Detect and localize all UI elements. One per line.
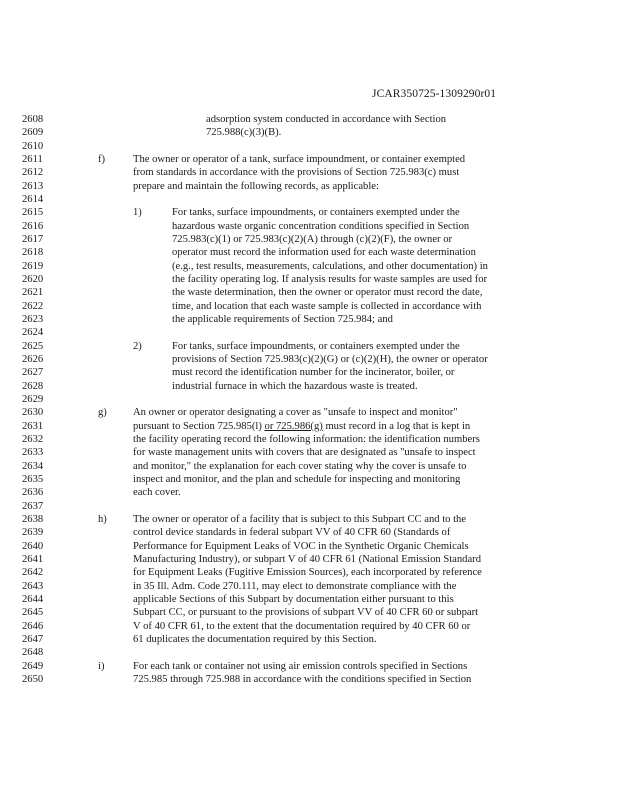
document-line xyxy=(0,141,620,154)
line-text-segment: provisions of Section 725.983(c)(2)(G) or (c)(2)(H), the owner or operator xyxy=(172,353,488,365)
line-text xyxy=(172,261,488,274)
line-text xyxy=(172,234,452,247)
line-text-segment: time, and location that each waste sample is collected in accordance with xyxy=(172,300,482,312)
line-number: 2615 xyxy=(22,207,44,219)
line-text-segment: operator must record the information used for each waste determination xyxy=(172,247,476,259)
line-number: 2621 xyxy=(22,287,44,299)
line-number: 2618 xyxy=(22,247,44,259)
line-number: 2644 xyxy=(22,593,44,605)
line-text xyxy=(172,287,482,300)
document-line xyxy=(0,474,620,487)
line-text xyxy=(206,127,281,140)
paragraph-marker: h) xyxy=(98,513,107,525)
line-number: 2630 xyxy=(22,407,44,419)
document-line xyxy=(0,314,620,327)
line-text-segment: The owner or operator of a tank, surface impoundment, or container exempted xyxy=(133,154,466,165)
line-text xyxy=(133,661,467,674)
line-text-segment: For each tank or container not using air emission controls specified in Sections xyxy=(133,660,468,672)
line-text xyxy=(133,474,460,487)
line-text xyxy=(133,461,466,474)
line-number: 2608 xyxy=(22,114,44,125)
line-text-segment: must record the identification number for the incinerator, boiler, or xyxy=(172,367,455,379)
line-number: 2635 xyxy=(22,473,44,485)
document-line xyxy=(0,567,620,580)
line-text xyxy=(133,607,478,620)
document-line xyxy=(0,447,620,460)
line-text-segment: applicable Sections of this Subpart by documentation either pursuant to this xyxy=(133,593,454,605)
line-number: 2641 xyxy=(22,553,44,565)
document-line xyxy=(0,421,620,434)
line-text xyxy=(172,314,393,327)
line-text xyxy=(133,527,450,540)
line-number: 2627 xyxy=(22,367,44,379)
line-text xyxy=(133,434,480,447)
document-line xyxy=(0,461,620,474)
document-identifier: JCAR350725-1309290r01 xyxy=(372,88,497,100)
line-text xyxy=(172,381,418,394)
document-line xyxy=(0,407,620,420)
document-line xyxy=(0,634,620,647)
line-number: 2624 xyxy=(22,327,44,339)
line-text xyxy=(133,421,470,434)
line-text xyxy=(172,274,487,287)
line-number: 2631 xyxy=(22,420,44,432)
line-text xyxy=(133,554,481,567)
line-number: 2622 xyxy=(22,300,44,312)
document-line xyxy=(0,261,620,274)
line-text-segment: (e.g., test results, measurements, calculations, and other documentation) in xyxy=(172,260,488,272)
line-number: 2642 xyxy=(22,567,44,579)
line-number: 2649 xyxy=(22,660,44,672)
line-number: 2609 xyxy=(22,127,44,139)
line-text xyxy=(172,341,460,354)
line-number: 2647 xyxy=(22,633,44,645)
line-number: 2623 xyxy=(22,313,44,325)
line-text-segment: For tanks, surface impoundments, or containers exempted under the xyxy=(172,207,460,219)
line-number: 2636 xyxy=(22,487,44,499)
line-text xyxy=(172,221,469,234)
line-text xyxy=(172,207,460,220)
line-number: 2646 xyxy=(22,620,44,632)
line-text-segment: pursuant to Section 725.985(l) xyxy=(133,420,265,432)
line-text-segment: must record in a log that is kept in xyxy=(322,420,471,432)
document-line xyxy=(0,607,620,620)
document-line xyxy=(0,394,620,407)
scan-specks: · · xyxy=(54,12,60,18)
line-text xyxy=(133,447,476,460)
document-line xyxy=(0,501,620,514)
document-line xyxy=(0,541,620,554)
document-line xyxy=(0,354,620,367)
line-text-segment: 61 duplicates the documentation required by this Section. xyxy=(133,633,377,645)
line-text xyxy=(133,594,454,607)
line-text-segment: prepare and maintain the following records, as applicable: xyxy=(133,180,379,192)
line-number: 2628 xyxy=(22,380,44,392)
document-line xyxy=(0,487,620,500)
line-number: 2634 xyxy=(22,460,44,472)
document-line xyxy=(0,594,620,607)
document-line xyxy=(0,221,620,234)
line-text xyxy=(133,567,482,580)
document-line xyxy=(0,287,620,300)
document-line xyxy=(0,234,620,247)
line-text-segment: 725.983(c)(1) or 725.983(c)(2)(A) through (c)(2)(F), the owner or xyxy=(172,234,453,245)
document-line xyxy=(0,381,620,394)
document-line xyxy=(0,661,620,674)
line-text-segment: Manufacturing Industry), or subpart V of 40 CFR 61 (National Emission Standard xyxy=(133,553,481,565)
line-text xyxy=(206,114,446,127)
line-text-segment: Subpart CC, or pursuant to the provisions of subpart VV of 40 CFR 60 or subpart xyxy=(133,607,479,619)
document-line xyxy=(0,274,620,287)
line-number: 2616 xyxy=(22,220,44,232)
line-text-segment: each cover. xyxy=(133,487,181,499)
line-number: 2638 xyxy=(22,513,44,525)
document-line xyxy=(0,114,620,127)
line-text-segment: and monitor," the explanation for each cover stating why the cover is unsafe to xyxy=(133,460,467,472)
document-line xyxy=(0,674,620,687)
document-line xyxy=(0,327,620,340)
line-text-segment: inspect and monitor, and the plan and schedule for inspecting and monitoring xyxy=(133,473,461,485)
line-number: 2610 xyxy=(22,140,44,152)
paragraph-marker: i) xyxy=(98,660,105,672)
line-text xyxy=(133,487,181,500)
paragraph-marker: g) xyxy=(98,407,107,419)
underlined-insertion: or 725.986(g) xyxy=(264,420,323,432)
document-line xyxy=(0,514,620,527)
line-text xyxy=(133,167,459,180)
line-text xyxy=(172,367,454,380)
document-line xyxy=(0,367,620,380)
paragraph-marker: f) xyxy=(98,154,106,165)
document-line xyxy=(0,207,620,220)
line-number: 2648 xyxy=(22,647,44,659)
line-number: 2643 xyxy=(22,580,44,592)
line-number: 2650 xyxy=(22,673,44,685)
document-line xyxy=(0,581,620,594)
document-line xyxy=(0,341,620,354)
line-text-segment: the applicable requirements of Section 725.984; and xyxy=(172,313,393,325)
line-text xyxy=(133,541,469,554)
paragraph-marker: 2) xyxy=(133,340,142,352)
line-text-segment: For tanks, surface impoundments, or containers exempted under the xyxy=(172,340,460,352)
line-text-segment: hazardous waste organic concentration conditions specified in Section xyxy=(172,220,470,232)
line-text-segment: the facility operating log. If analysis results for waste samples are used for xyxy=(172,274,488,285)
line-number: 2613 xyxy=(22,180,44,192)
line-number: 2629 xyxy=(22,393,44,405)
line-text xyxy=(172,247,476,260)
line-number: 2617 xyxy=(22,234,44,245)
line-number: 2639 xyxy=(22,527,44,539)
document-line xyxy=(0,127,620,140)
line-text-segment: the facility operating record the following information: the identification numbers xyxy=(133,433,480,445)
line-text xyxy=(172,301,481,314)
line-text-segment: The owner or operator of a facility that is subject to this Subpart CC and to the xyxy=(133,513,467,525)
line-number: 2611 xyxy=(22,154,43,165)
line-text-segment: 725.985 through 725.988 in accordance with the conditions specified in Section xyxy=(133,673,472,685)
document-line xyxy=(0,154,620,167)
line-text xyxy=(133,674,471,687)
line-number: 2625 xyxy=(22,340,44,352)
line-text-segment: from standards in accordance with the provisions of Section 725.983(c) must xyxy=(133,167,460,179)
line-text-segment: industrial furnace in which the hazardous waste is treated. xyxy=(172,380,418,392)
line-number: 2632 xyxy=(22,433,44,445)
line-number: 2619 xyxy=(22,260,44,272)
line-text xyxy=(133,621,470,634)
line-text-segment: for Equipment Leaks (Fugitive Emission Sources), each incorporated by reference xyxy=(133,567,482,579)
line-number: 2612 xyxy=(22,167,44,179)
line-number: 2645 xyxy=(22,607,44,619)
line-number: 2626 xyxy=(22,353,44,365)
line-text xyxy=(133,634,377,647)
line-text-segment: Performance for Equipment Leaks of VOC in the Synthetic Organic Chemicals xyxy=(133,540,469,552)
document-line xyxy=(0,181,620,194)
line-text xyxy=(133,581,456,594)
paragraph-marker: 1) xyxy=(133,207,142,219)
document-line xyxy=(0,621,620,634)
line-text-segment: for waste management units with covers that are designated as "unsafe to inspect xyxy=(133,447,476,459)
line-number: 2637 xyxy=(22,500,44,512)
line-text xyxy=(133,154,465,167)
line-text xyxy=(133,407,458,420)
document-line xyxy=(0,194,620,207)
line-text-segment: in 35 Ill. Adm. Code 270.111, may elect to demonstrate compliance with the xyxy=(133,580,457,592)
line-text-segment: control device standards in federal subpart VV of 40 CFR 60 (Standards of xyxy=(133,527,451,539)
document-line xyxy=(0,247,620,260)
line-text-segment: V of 40 CFR 61, to the extent that the documentation required by 40 CFR 60 or xyxy=(133,620,471,632)
line-text xyxy=(133,514,466,527)
line-text xyxy=(133,181,379,194)
document-line xyxy=(0,527,620,540)
line-text-segment: the waste determination, then the owner or operator must record the date, xyxy=(172,287,483,299)
line-text-segment: adsorption system conducted in accordance with Section xyxy=(206,114,447,125)
document-line xyxy=(0,434,620,447)
line-text-segment: 725.988(c)(3)(B). xyxy=(206,127,282,139)
line-text-segment: An owner or operator designating a cover as "unsafe to inspect and monitor" xyxy=(133,407,458,419)
line-number: 2633 xyxy=(22,447,44,459)
document-line xyxy=(0,554,620,567)
document-line xyxy=(0,647,620,660)
document-line xyxy=(0,167,620,180)
line-number: 2614 xyxy=(22,194,44,205)
line-text xyxy=(172,354,488,367)
document-line xyxy=(0,301,620,314)
line-number: 2640 xyxy=(22,540,44,552)
line-number: 2620 xyxy=(22,274,44,285)
